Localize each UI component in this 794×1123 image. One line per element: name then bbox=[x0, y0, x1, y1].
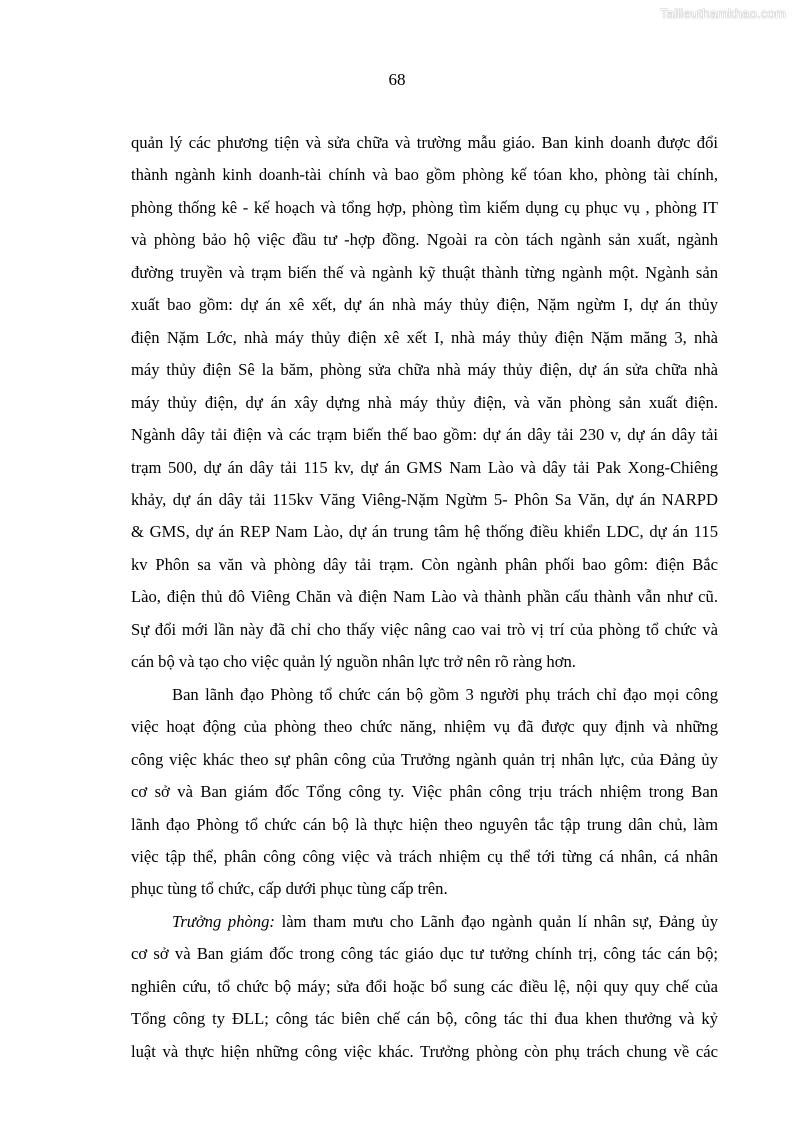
paragraph-3 bbox=[131, 906, 718, 1068]
text-line: nghiên cứu, tổ chức bộ máy; sửa đổi hoặc bổ sung các điều lệ, nội quy quy chế của bbox=[131, 976, 718, 996]
text-line: trạm 500, dự án dây tải 115 kv, dự án GMS Nam Lào và dây tải Pak Xong-Chiêng bbox=[131, 457, 718, 477]
document-body bbox=[131, 127, 718, 1068]
text-line: cơ sở và Ban giám đốc trong công tác giáo dục tư tưởng chính trị, công tác cán bộ; bbox=[131, 944, 718, 964]
text-line: Lào, điện thủ đô Viêng Chăn và điện Nam Lào và thành phần cấu thành vẫn như cũ. bbox=[131, 587, 718, 607]
text-line: xuất bao gồm: dự án xê xết, dự án nhà máy thủy điện, Nặm ngừm I, dự án thủy bbox=[131, 295, 718, 315]
text-line: & GMS, dự án REP Nam Lào, dự án trung tâm hệ thống điều khiển LDC, dự án 115 bbox=[131, 522, 718, 542]
text-line: khảy, dự án dây tải 115kv Văng Viêng-Nặm Ngừm 5- Phôn Sa Văn, dự án NARPD bbox=[131, 489, 718, 509]
text-line bbox=[131, 906, 718, 938]
text-line: thành ngành kinh doanh-tài chính và bao gồm phòng kế tóan kho, phòng tài chính, bbox=[131, 165, 718, 185]
text-line: công việc khác theo sự phân công của Trưởng ngành quản trị nhân lực, của Đảng ủy bbox=[131, 749, 718, 769]
text-line: phòng thống kê - kế hoạch và tổng hợp, phòng tìm kiếm dụng cụ phục vụ , phòng IT bbox=[131, 197, 718, 217]
text-line: việc tập thể, phân công công việc và trách nhiệm cụ thể tới từng cá nhân, cá nhân bbox=[131, 846, 718, 866]
text-line: máy thủy điện Sê la băm, phòng sửa chữa nhà máy thủy điện, dự án sửa chữa nhà bbox=[131, 360, 718, 380]
paragraph-2 bbox=[131, 679, 718, 906]
text-line: quản lý các phương tiện và sửa chữa và trường mẫu giáo. Ban kinh doanh được đổi bbox=[131, 133, 718, 152]
text-line: và phòng bảo hộ việc đầu tư -hợp đồng. Ngoài ra còn tách ngành sản xuất, ngành bbox=[131, 230, 718, 250]
text-line: lãnh đạo Phòng tổ chức cán bộ là thực hiện theo nguyên tắc tập trung dân chủ, làm bbox=[131, 814, 718, 834]
text-line: đường truyền và trạm biến thế và ngành kỹ thuật thành từng ngành một. Ngành sản bbox=[131, 262, 718, 282]
text-line: máy thủy điện, dự án xây dựng nhà máy thủy điện, và văn phòng sản xuất điện. bbox=[131, 392, 718, 412]
text-line: Ban lãnh đạo Phòng tổ chức cán bộ gồm 3 người phụ trách chỉ đạo mọi công bbox=[172, 684, 718, 704]
italic-lead: Trưởng phòng: bbox=[172, 911, 275, 931]
text-line: cơ sở và Ban giám đốc Tổng công ty. Việc phân công trịu trách nhiệm trong Ban bbox=[131, 782, 718, 802]
text-line: Sự đổi mới lần này đã chỉ cho thấy việc nâng cao vai trò vị trí của phòng tổ chức và bbox=[131, 619, 718, 639]
text-line: điện Nặm Lớc, nhà máy thủy điện xê xết I, nhà máy thủy điện Nặm măng 3, nhà bbox=[131, 327, 718, 347]
text-line: luật và thực hiện những công việc khác. Trưởng phòng còn phụ trách chung về các bbox=[131, 1041, 718, 1061]
text-line: việc hoạt động của phòng theo chức năng, nhiệm vụ đã được quy định và những bbox=[131, 717, 718, 737]
text-line: Tổng công ty ĐLL; công tác biên chế cán bộ, công tác thi đua khen thưởng và kỷ bbox=[131, 1009, 718, 1029]
page-number: 68 bbox=[388, 70, 406, 89]
text-line: phục tùng tổ chức, cấp dưới phục tùng cấp trên. bbox=[131, 879, 448, 899]
text-line: kv Phôn sa văn và phòng dây tải trạm. Còn ngành phân phối bao gôm: điện Bắc bbox=[131, 554, 718, 574]
paragraph-1 bbox=[131, 127, 718, 679]
text-line: Ngành dây tải điện và các trạm biến thế bao gồm: dự án dây tải 230 v, dự án dây tải bbox=[131, 425, 718, 445]
watermark: Tailieuthamkhao.com bbox=[660, 6, 786, 21]
text-fragment: làm tham mưu cho Lãnh đạo ngành quản lí nhân sự, Đảng ủy bbox=[274, 911, 719, 931]
text-line: cán bộ và tạo cho việc quản lý nguồn nhân lực trở nên rõ ràng hơn. bbox=[131, 652, 576, 672]
